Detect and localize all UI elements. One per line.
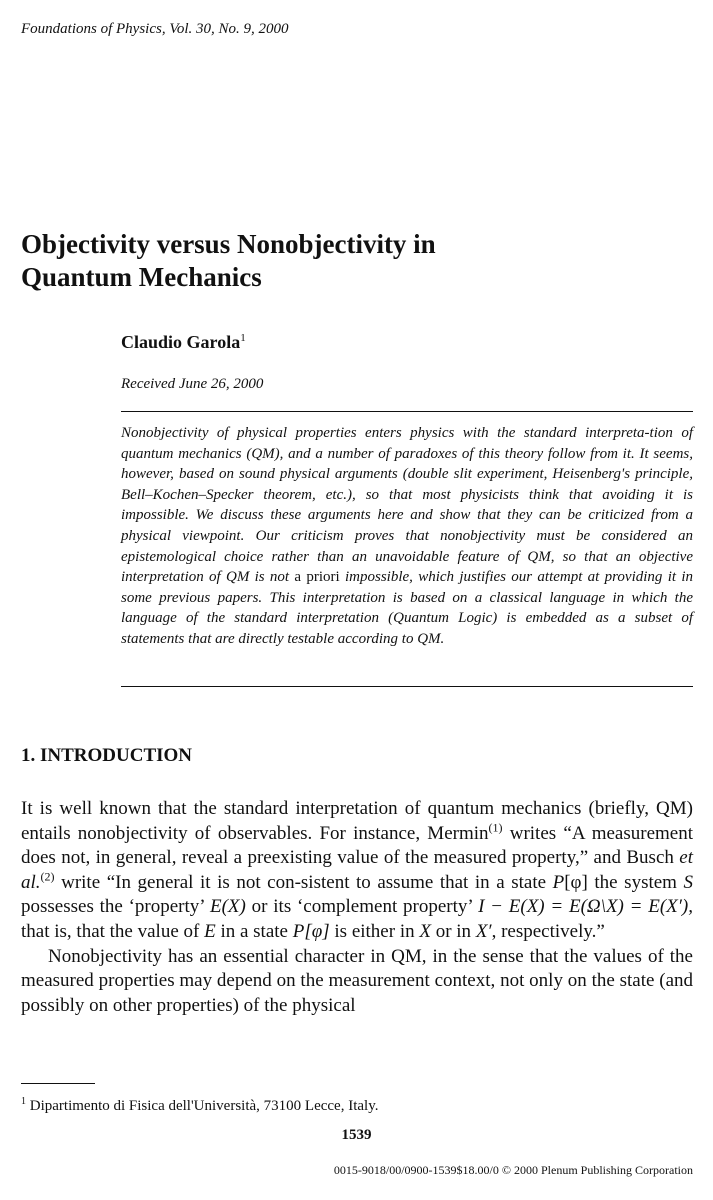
math-complement-expr: I − E(X) = E(Ω\X) = E(X′), — [478, 896, 694, 918]
p1-text-i: is either in — [334, 920, 415, 942]
math-E: E — [204, 920, 216, 942]
paragraph-2: Nonobjectivity has an essential character in QM, in the sense that the values of the measured properties may depend on the measurement context, not only on the state (and possibly on other properties) of the physical — [21, 945, 693, 1016]
p1-text-g: that is, that the value of — [21, 920, 200, 942]
title-line-2: Quantum Mechanics — [21, 262, 262, 292]
paragraph-1 — [21, 797, 693, 945]
author-name — [121, 332, 246, 353]
journal-header: Foundations of Physics, Vol. 30, No. 9, 2000 — [21, 21, 289, 37]
citation-2: (2) — [40, 869, 55, 884]
p1-text-f: or its ‘complement property’ — [251, 896, 473, 918]
abstract — [121, 423, 693, 650]
p1-text-j: or in — [435, 920, 472, 942]
footnote-mark: 1 — [21, 1096, 26, 1107]
footnote-rule — [21, 1083, 95, 1084]
p1-text-e: possesses the ‘property’ — [21, 896, 205, 918]
p1-text-a: It is well known that the standard interpretation of quantum mechanics (briefly, QM) entails nonobjectivity of observables. For instance, Mermin — [21, 798, 693, 844]
math-E-X: E(X) — [210, 896, 246, 918]
math-X-prime: X′ — [475, 920, 492, 942]
received-date: Received June 26, 2000 — [121, 376, 264, 392]
math-X: X — [419, 920, 431, 942]
author-footnote-mark: 1 — [240, 332, 246, 344]
author-text: Claudio Garola — [121, 332, 241, 352]
p1-text-h: in a state — [220, 920, 288, 942]
abstract-top-rule — [121, 411, 693, 412]
page-number: 1539 — [341, 1127, 372, 1143]
body-text — [21, 797, 693, 1018]
citation-1: (1) — [488, 820, 503, 835]
copyright-line: 0015-9018/00/0900-1539$18.00/0 © 2000 Plenum Publishing Corporation — [333, 1163, 693, 1177]
p1-text-b: writes “A measurement does not, in general, reveal a preexisting value of the measured property,” and Busch — [21, 822, 693, 869]
math-P: P — [552, 871, 565, 893]
math-phi: [φ] — [564, 871, 588, 893]
p1-text-k: , respectively.” — [491, 920, 605, 942]
math-S: S — [683, 871, 694, 893]
abstract-part-1: Nonobjectivity of physical properties enters physics with the standard interpreta-tion of quantum mechanics (QM), and a number of paradoxes of this theory follow from it. It seems, however, based on sound physical arguments (double slit experiment, Heisenberg's principle, Bell–Kochen–Specker theorem, etc.), so that most physicists think that avoiding it is impossible. We discuss these arguments here and show that they can be criticized from a physical viewpoint. Our criticism proves that nonobjectivity must be considered an epistemological choice rather than an unavoidable feature of QM, so that an objective interpretation of QM is not — [121, 425, 693, 586]
abstract-part-2: impossible, which justifies our attempt at providing it in some previous papers. This interpretation is based on a classical language in which the language of the standard interpretation (Quantum Logic) is embedded as a subset of statements that are directly testable according to QM. — [121, 569, 694, 647]
math-P-phi: P[φ] — [292, 920, 330, 942]
title-line-1: Objectivity versus Nonobjectivity in — [21, 229, 436, 259]
p1-text-c: write “In general it is not con-sistent to assume that in a state — [61, 871, 547, 893]
et-al: et al. — [21, 847, 694, 893]
footnote — [21, 1096, 378, 1115]
abstract-a-priori: a priori — [294, 569, 340, 586]
abstract-bottom-rule — [121, 686, 693, 687]
p1-text-d: the system — [594, 871, 677, 893]
footnote-text: Dipartimento di Fisica dell'Università, 73100 Lecce, Italy. — [29, 1098, 379, 1114]
section-heading: 1. INTRODUCTION — [21, 745, 193, 766]
article-title — [21, 228, 701, 294]
